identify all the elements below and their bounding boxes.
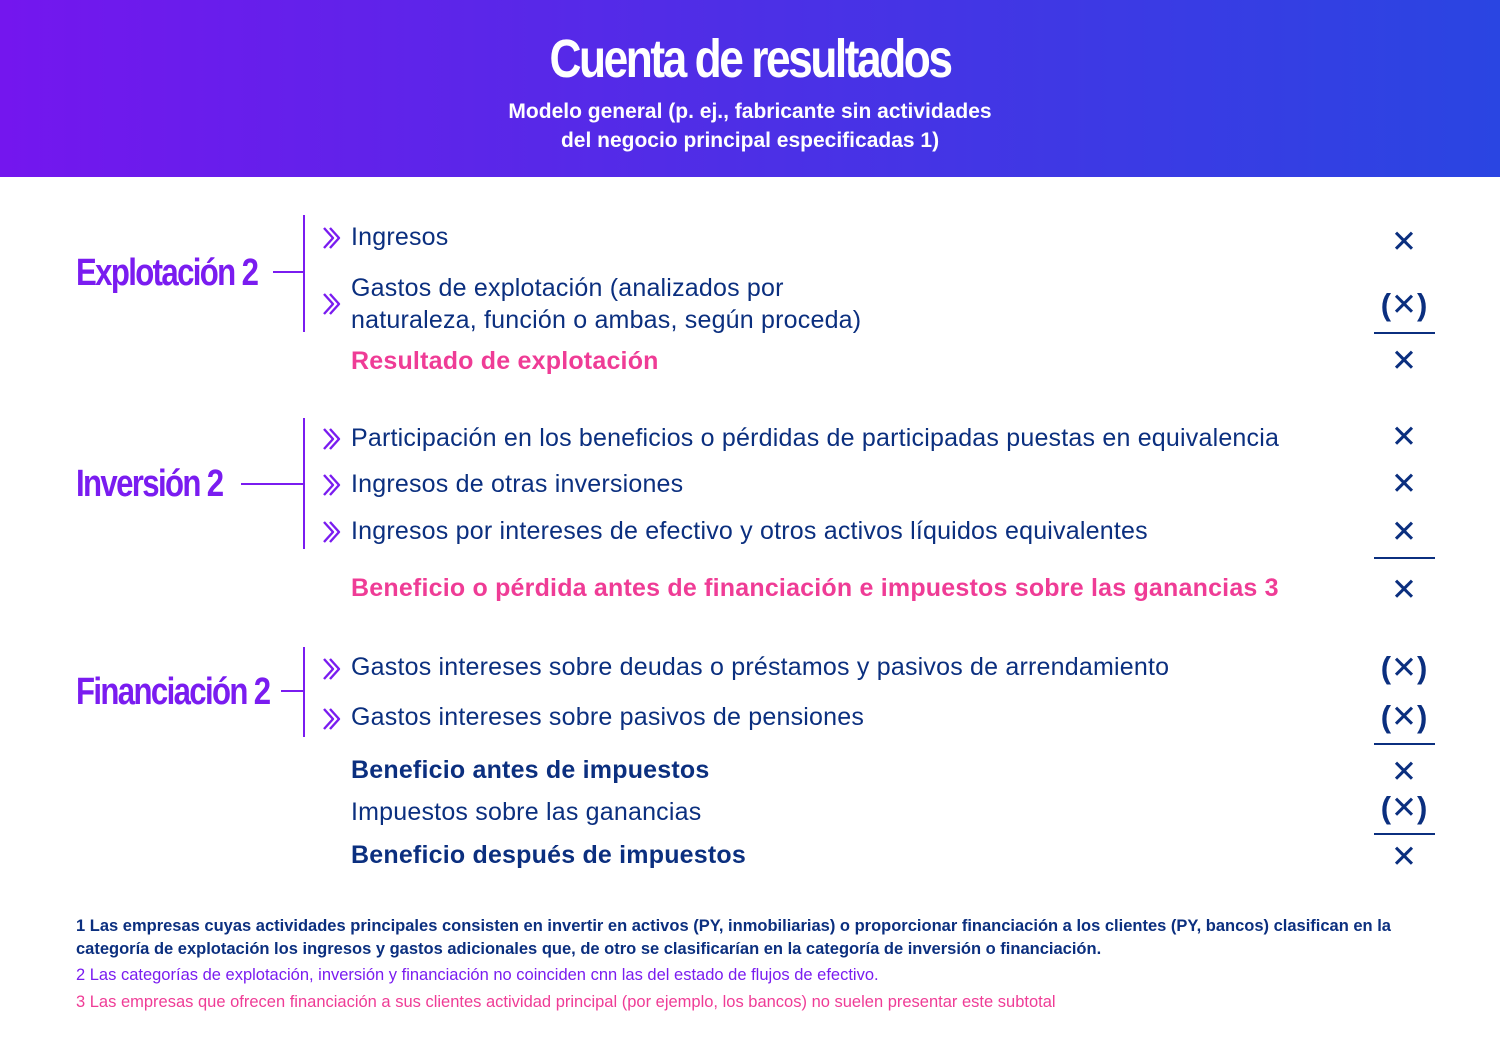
page-title: Cuenta de resultados (549, 29, 951, 89)
amount-mark: ✕ (1391, 343, 1417, 378)
amount-mark: ✕ (1391, 839, 1417, 874)
connector-line (281, 690, 305, 692)
footnote-1: 1 Las empresas cuyas actividades principales consisten en invertir en activos (PY, inmobiliarias) o proporcionar financiación a los clientes (PY, bancos) clasifican en la categoría de explotación los ingresos y gastos adicionales que, de otro se clasificarían en la categoría de inversión o financiación. (76, 917, 1391, 958)
bracket-line (303, 418, 305, 549)
subtotal-resultado-explotacion: Resultado de explotación (351, 347, 659, 375)
connector-line (273, 271, 305, 273)
amount-mark: ✕ (1391, 224, 1417, 259)
chevron-right-icon (320, 706, 344, 732)
item-participacion: Participación en los beneficios o pérdidas de participadas puestas en equivalencia (351, 424, 1280, 452)
subtitle-line-1: Modelo general (p. ej., fabricante sin actividades (508, 100, 992, 123)
subtotal-antes-financiacion: Beneficio o pérdida antes de financiación e impuestos sobre las ganancias 3 (351, 574, 1279, 602)
amount-mark: (✕) (1380, 790, 1428, 825)
footnote-2: 2 Las categorías de explotación, inversión y financiación no coinciden cnn las del estado de flujos de efectivo. (76, 966, 879, 984)
item-gastos-explotacion-line1: Gastos de explotación (analizados por (351, 274, 784, 302)
item-impuestos-ganancias: Impuestos sobre las ganancias (351, 798, 702, 826)
amount-mark: (✕) (1380, 650, 1428, 685)
total-rule (1374, 743, 1435, 745)
item-gastos-explotacion-line2: naturaleza, función o ambas, según proceda) (351, 306, 862, 334)
item-gastos-pensiones: Gastos intereses sobre pasivos de pensiones (351, 703, 865, 731)
section-label-financiacion: Financiación 2 (76, 671, 270, 713)
total-rule (1374, 833, 1435, 835)
amount-mark: ✕ (1391, 514, 1417, 549)
chevron-right-icon (320, 472, 344, 498)
amount-mark: ✕ (1391, 466, 1417, 501)
item-intereses-efectivo: Ingresos por intereses de efectivo y otros activos líquidos equivalentes (351, 517, 1148, 545)
amount-mark: (✕) (1380, 287, 1428, 322)
subtitle-line-2: del negocio principal especificadas 1) (560, 129, 940, 152)
chevron-right-icon (320, 656, 344, 682)
footnote-3: 3 Las empresas que ofrecen financiación a sus clientes actividad principal (por ejemplo, los bancos) no suelen presentar este subtotal (76, 993, 1056, 1011)
subtotal-antes-impuestos: Beneficio antes de impuestos (351, 756, 710, 784)
item-ingresos: Ingresos (351, 223, 449, 251)
total-rule (1374, 557, 1435, 559)
item-gastos-deudas: Gastos intereses sobre deudas o préstamos y pasivos de arrendamiento (351, 653, 1170, 681)
amount-mark: (✕) (1380, 699, 1428, 734)
connector-line (241, 483, 305, 485)
section-label-explotacion: Explotación 2 (76, 252, 258, 294)
bracket-line (303, 215, 305, 332)
total-rule (1374, 332, 1435, 334)
item-otras-inversiones: Ingresos de otras inversiones (351, 470, 684, 498)
amount-mark: ✕ (1391, 572, 1417, 607)
section-label-inversion: Inversión 2 (76, 463, 223, 505)
total-despues-impuestos: Beneficio después de impuestos (351, 841, 746, 869)
chevron-right-icon (320, 519, 344, 545)
chevron-right-icon (320, 291, 344, 317)
chevron-right-icon (320, 426, 344, 452)
bracket-line (303, 647, 305, 737)
amount-mark: ✕ (1391, 419, 1417, 454)
amount-mark: ✕ (1391, 754, 1417, 789)
chevron-right-icon (320, 225, 344, 251)
header-banner (0, 0, 1500, 177)
